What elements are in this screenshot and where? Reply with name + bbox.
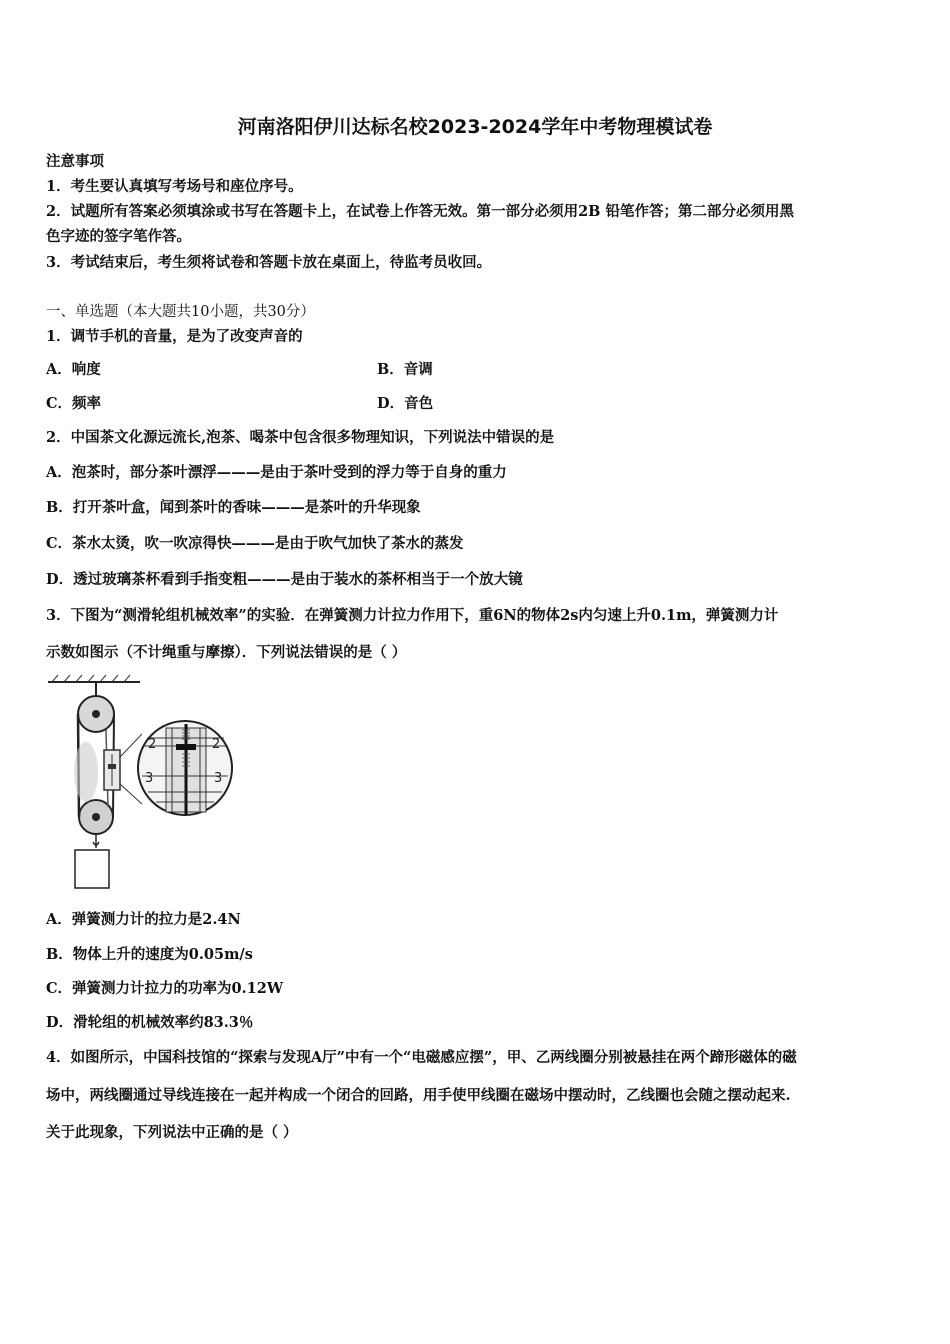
q3-stem-line2: 示数如图示（不计绳重与摩擦）．下列说法错误的是（ ） (46, 644, 407, 661)
q1-option-b: B．音调 (377, 361, 433, 378)
q3-stem-line1: 3．下图为“测滑轮组机械效率”的实验．在弹簧测力计拉力作用下，重6N的物体2s内匀速上升0.1m，弹簧测力计 (46, 607, 779, 624)
pulley-system-figure (44, 672, 244, 894)
q4-stem-line3: 关于此现象，下列说法中正确的是（ ） (46, 1124, 298, 1141)
section-heading: 一、单选题（本大题共10小题，共30分） (46, 304, 315, 320)
q1-stem: 1．调节手机的音量，是为了改变声音的 (46, 328, 303, 345)
q4-stem-line2: 场中，两线圈通过导线连接在一起并构成一个闭合的回路，用手使甲线圈在磁场中摆动时，乙线圈也会随之摆动起来. (46, 1087, 791, 1104)
q2-option-d: D．透过玻璃茶杯看到手指变粗———是由于装水的茶杯相当于一个放大镜 (46, 571, 523, 588)
q4-stem-line1: 4．如图所示，中国科技馆的“探索与发现A厅”中有一个“电磁感应摆”，甲、乙两线圈分别被悬挂在两个蹄形磁体的磁 (46, 1049, 797, 1066)
scale-label-2-right: 2 (212, 737, 221, 752)
q1-option-d: D．音色 (377, 395, 434, 412)
notice-item-3: 3．考试结束后，考生须将试卷和答题卡放在桌面上，待监考员收回。 (46, 254, 492, 271)
notice-item-2: 2．试题所有答案必须填涂或书写在答题卡上，在试卷上作答无效。第一部分必须用2B 铅笔作答；第二部分必须用黑 (46, 203, 794, 220)
page-title: 河南洛阳伊川达标名校2023-2024学年中考物理模试卷 (237, 116, 713, 138)
notice-item-1: 1．考生要认真填写考场号和座位序号。 (46, 178, 303, 195)
q3-option-c: C．弹簧测力计拉力的功率为0.12W (46, 980, 284, 997)
q2-option-b: B．打开茶叶盒，闻到茶叶的香味———是茶叶的升华现象 (46, 499, 421, 516)
q3-option-a: A．弹簧测力计的拉力是2.4N (46, 911, 241, 928)
scale-label-3-right: 3 (214, 771, 223, 786)
q1-option-c: C．频率 (46, 395, 102, 412)
q2-option-a: A．泡茶时，部分茶叶漂浮———是由于茶叶受到的浮力等于自身的重力 (46, 464, 507, 481)
weight-block (75, 850, 109, 888)
notice-item-2-cont: 色字迹的签字笔作答。 (46, 228, 191, 245)
q3-option-b: B．物体上升的速度为0.05m/s (46, 946, 253, 963)
q1-option-a: A．响度 (46, 361, 101, 378)
q2-option-c: C．茶水太烫，吹一吹凉得快———是由于吹气加快了茶水的蒸发 (46, 535, 464, 552)
q2-stem: 2．中国茶文化源远流长,泡茶、喝茶中包含很多物理知识，下列说法中错误的是 (46, 429, 555, 446)
notice-heading: 注意事项 (46, 153, 104, 170)
scale-label-2-left: 2 (148, 737, 157, 752)
scale-label-3-left: 3 (145, 771, 154, 786)
q3-option-d: D．滑轮组的机械效率约83.3％ (46, 1014, 254, 1031)
